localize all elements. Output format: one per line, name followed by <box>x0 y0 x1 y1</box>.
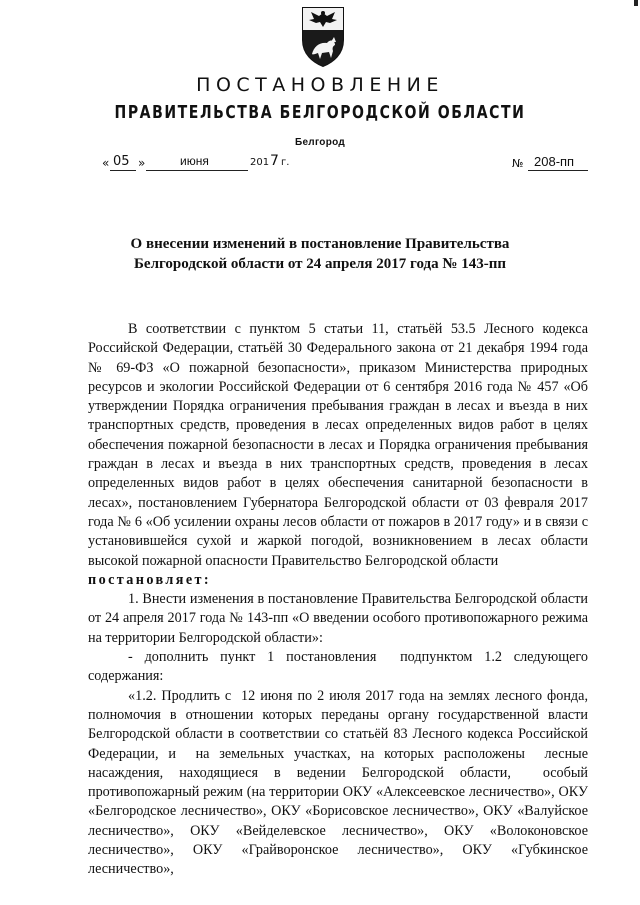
document-body <box>88 320 592 880</box>
number-underline <box>528 170 588 171</box>
month-underline <box>146 170 248 171</box>
year-prefix: 201 <box>250 157 270 168</box>
day-underline <box>110 170 136 171</box>
document-heading <box>0 234 640 274</box>
number-label: № <box>512 157 524 170</box>
quote-open: « <box>102 156 110 170</box>
issuing-authority: ПРАВИТЕЛЬСТВА БЕЛГОРОДСКОЙ ОБЛАСТИ <box>114 102 526 123</box>
date-day: 05 <box>113 154 130 169</box>
document-type-title: ПОСТАНОВЛЕНИЕ <box>196 74 444 96</box>
decree-word-text: постановляет: <box>88 571 212 588</box>
date-number-line <box>0 154 640 176</box>
year-unit: г. <box>281 157 290 168</box>
clause-1-subitem: - дополнить пункт 1 постановления подпунктом 1.2 следующего содержания: <box>88 649 592 685</box>
preamble-paragraph: В соответствии с пунктом 5 статьи 11, статьёй 53.5 Лесного кодекса Российской Федерации, статьёй 30 Федерального закона от 21 декабря 1994 года № 69-ФЗ «О пожарной безопасности», приказом Министерства природных ресурсов и экологии Российской Федерации от 6 сентября 2016 года № 457 «Об утверждении Порядка ограничения пребывания граждан в лесах и въезда в них транспортных средств, проведения в лесах определенных видов работ в целях обеспечения пожарной безопасности в лесах и Порядка ограничения пребывания граждан в лесах и въезда в них транспортных средств, проведения в лесах определенных видов работ в целях обеспечения санитарной безопасности в лесах», постановлением Губернатора Белгородской области от 03 февраля 2017 года № 6 «Об усилении охраны лесов области от пожаров в 2017 году» и в связи с установившейся сухой и жаркой погодой, возникновением в лесах области высокой пожарной опасности Правительство Белгородской области <box>88 321 588 569</box>
scan-artifact <box>634 0 638 6</box>
decree-word <box>88 571 588 590</box>
heading-line-1: О внесении изменений в постановление Правительства <box>130 236 510 252</box>
coat-of-arms-emblem <box>300 6 346 68</box>
year-suffix: 7 <box>270 153 279 169</box>
clause-1-2-text: «1.2. Продлить с 12 июня по 2 июля 2017 года на землях лесного фонда, полномочия в отношении которых переданы органу государственной власти Белгородской области в соответствии со статьёй 83 Лесного кодекса Российской Федерации, и на земельных участках, на которых расположены лесные насаждения, находящиеся в ведении Белгородской области, особый противопожарный режим (на территории ОКУ «Алексеевское лесничество», ОКУ «Белгородское лесничество», ОКУ «Борисовское лесничество», ОКУ «Валуйское лесничество», ОКУ «Вейделевское лесничество», ОКУ «Волоконовское лесничество», ОКУ «Грайворонское лесничество», ОКУ «Губкинское лесничество», <box>88 687 592 878</box>
city-name: Белгород <box>294 137 346 148</box>
document-number: 208-пп <box>534 154 575 169</box>
date-month: июня <box>180 154 209 168</box>
heading-line-2: Белгородской области от 24 апреля 2017 года № 143-пп <box>134 256 506 272</box>
quote-close: » <box>138 156 146 170</box>
clause-1: 1. Внести изменения в постановление Правительства Белгородской области от 24 апреля 2017 года № 143-пп «О введении особого противопожарного режима на территории Белгородской области»: <box>88 591 588 646</box>
